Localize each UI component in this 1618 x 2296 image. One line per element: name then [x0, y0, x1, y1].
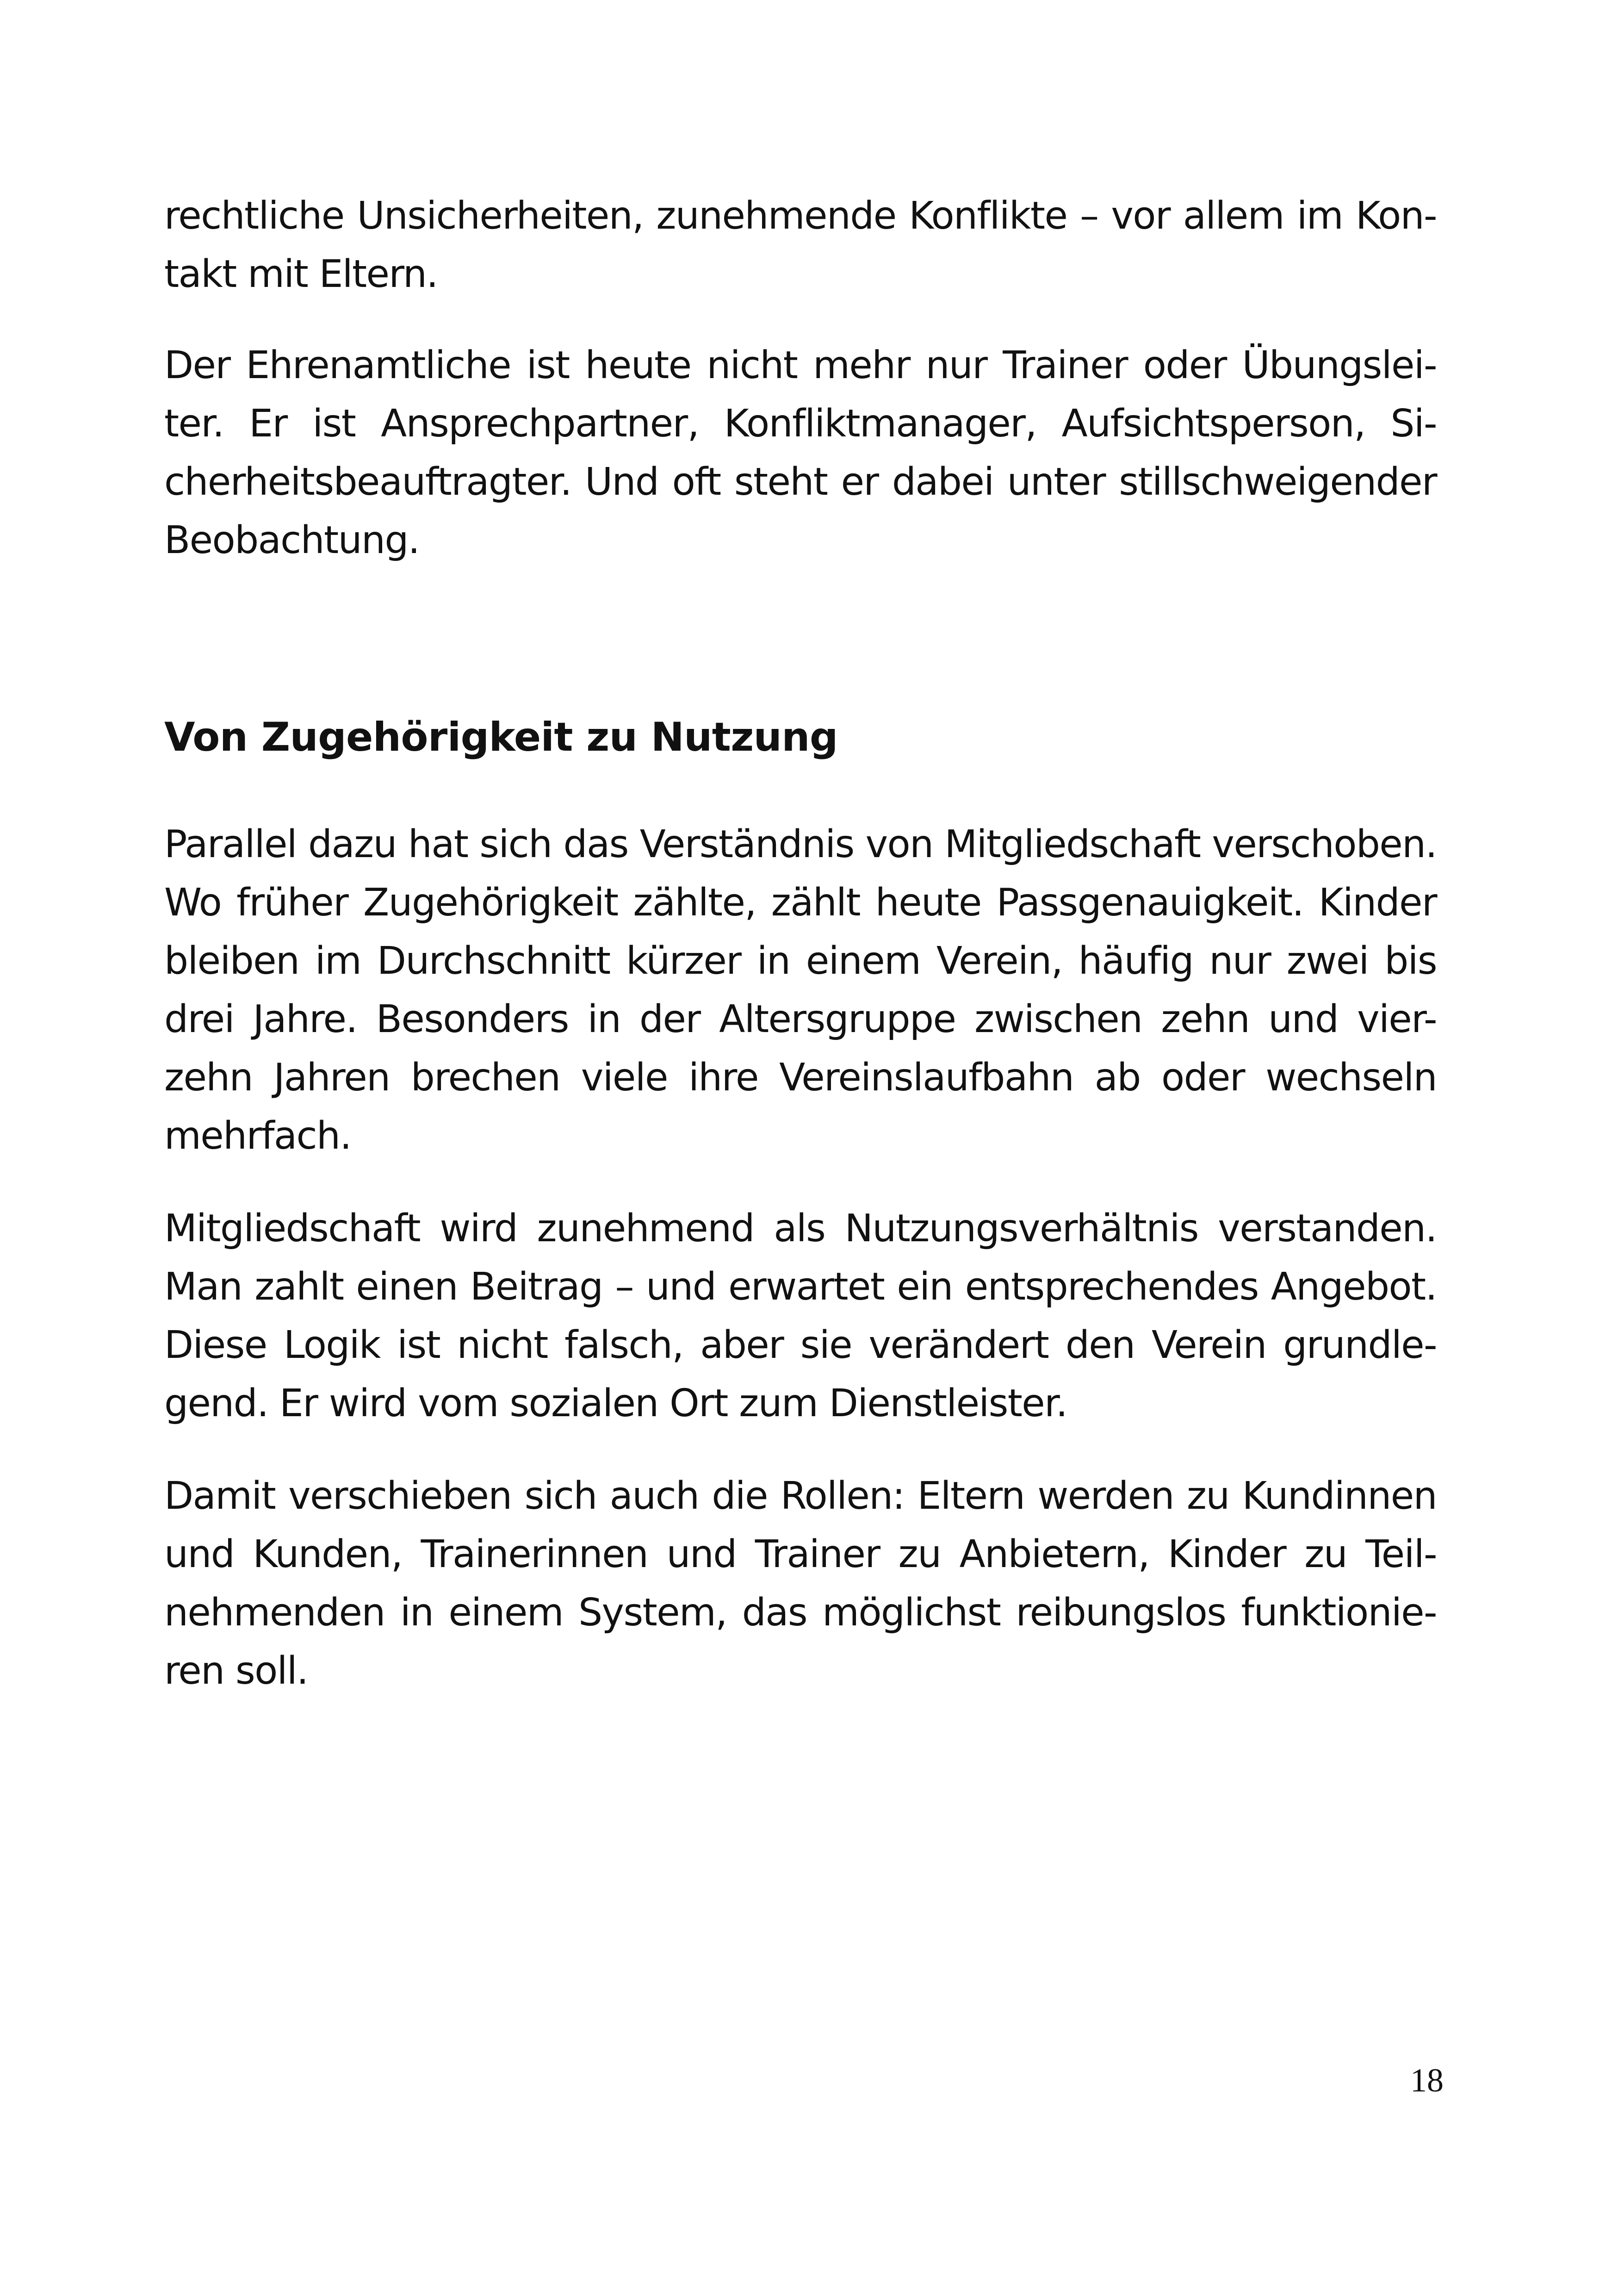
page-number: 18 — [1410, 2062, 1444, 2099]
paragraph-line: ter. Er ist Ansprechpartner, Konfliktmanager, Aufsichtsperson, Si- — [164, 402, 1437, 446]
paragraph-line: Man zahlt einen Beitrag – und erwartet ein entsprechendes Angebot. — [164, 1265, 1437, 1309]
paragraph-line: Diese Logik ist nicht falsch, aber sie verändert den Verein grundle- — [164, 1323, 1437, 1367]
paragraph-line: Wo früher Zugehörigkeit zählte, zählt heute Passgenauigkeit. Kinder — [164, 881, 1437, 925]
paragraph-line: Damit verschieben sich auch die Rollen: Eltern werden zu Kundinnen — [164, 1474, 1437, 1518]
paragraph-line: Mitgliedschaft wird zunehmend als Nutzungsverhältnis verstanden. — [164, 1207, 1437, 1251]
paragraph-line: mehrfach. — [164, 1114, 351, 1158]
paragraph-line: cherheitsbeauftragter. Und oft steht er dabei unter stillschweigender — [164, 460, 1437, 504]
paragraph-line: bleiben im Durchschnitt kürzer in einem Verein, häufig nur zwei bis — [164, 939, 1437, 983]
paragraph-line: drei Jahre. Besonders in der Altersgruppe zwischen zehn und vier- — [164, 997, 1437, 1041]
paragraph-line: rechtliche Unsicherheiten, zunehmende Konflikte – vor allem im Kon- — [164, 194, 1437, 238]
paragraph-line: Beobachtung. — [164, 518, 420, 562]
paragraph-line: Der Ehrenamtliche ist heute nicht mehr nur Trainer oder Übungslei- — [164, 343, 1437, 387]
paragraph-line: zehn Jahren brechen viele ihre Vereinslaufbahn ab oder wechseln — [164, 1056, 1437, 1100]
paragraph-line: gend. Er wird vom sozialen Ort zum Dienstleister. — [164, 1381, 1067, 1425]
section-heading: Von Zugehörigkeit zu Nutzung — [164, 714, 838, 760]
paragraph-line: nehmenden in einem System, das möglichst reibungslos funktionie- — [164, 1591, 1437, 1635]
paragraph-line: ren soll. — [164, 1649, 308, 1693]
paragraph-line: Parallel dazu hat sich das Verständnis von Mitgliedschaft verschoben. — [164, 822, 1437, 866]
paragraph-line: takt mit Eltern. — [164, 252, 438, 296]
paragraph-line: und Kunden, Trainerinnen und Trainer zu Anbietern, Kinder zu Teil- — [164, 1532, 1437, 1576]
